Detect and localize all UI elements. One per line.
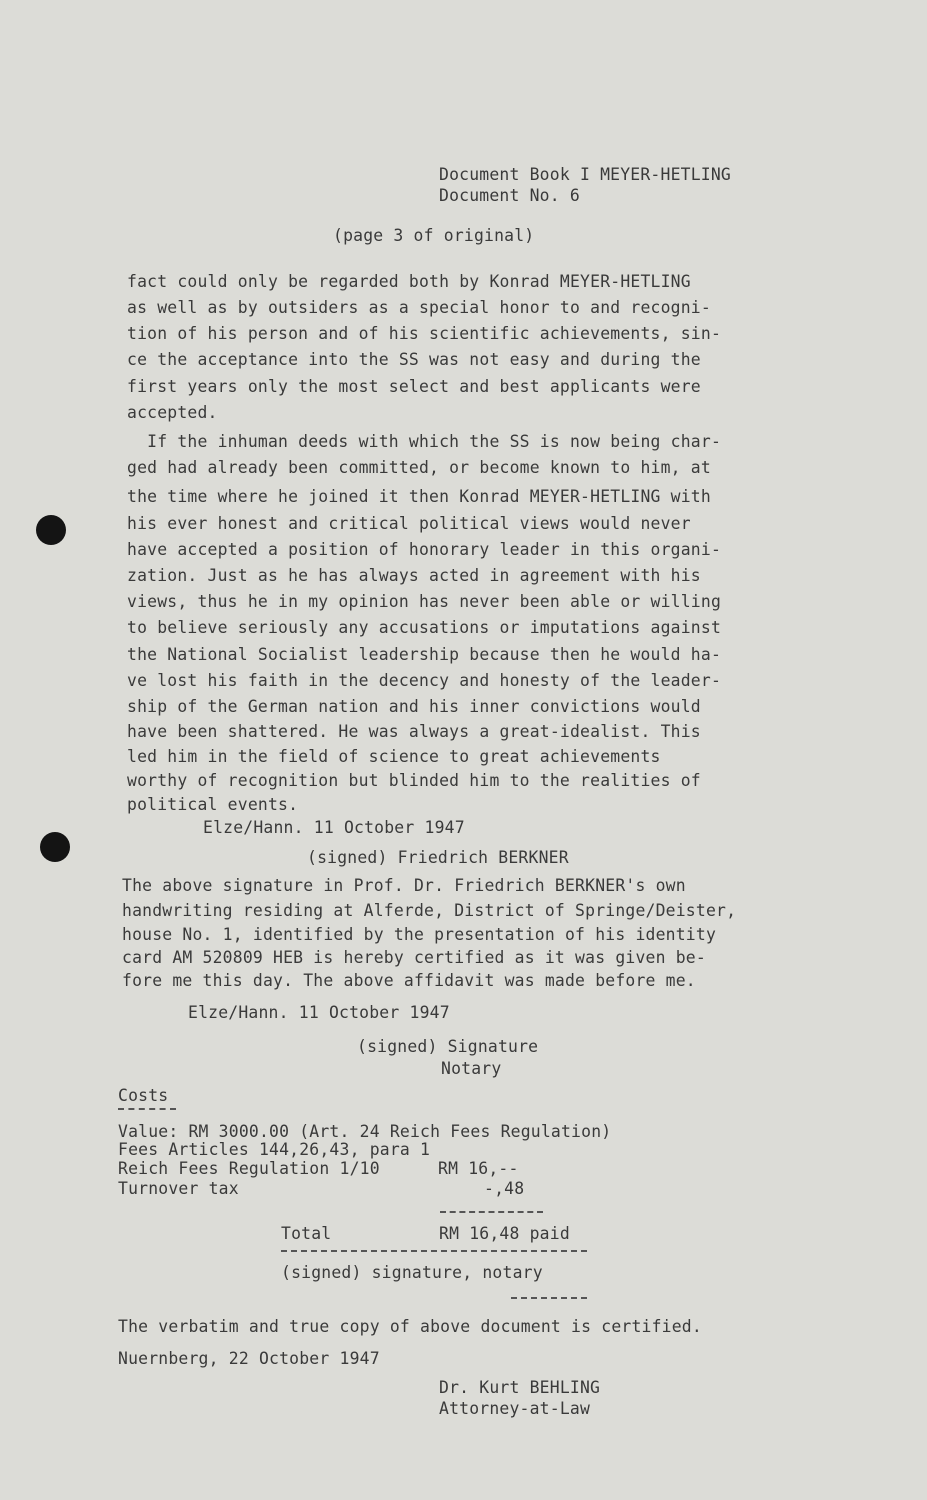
costs-underline [118,1108,176,1110]
costs-regulation-label: Reich Fees Regulation 1/10 [118,1159,380,1178]
notary-signature: (signed) Signature [357,1037,539,1056]
doc-number-line: Document No. 6 [439,186,580,205]
notary-place-date: Elze/Hann. 11 October 1947 [188,1003,450,1022]
costs-signature: (signed) signature, notary [281,1263,543,1282]
affidavit-place-date: Elze/Hann. 11 October 1947 [203,818,465,837]
text-line: ve lost his faith in the decency and honesty of the leader- [127,671,722,690]
binder-hole-top [36,515,66,545]
costs-tax-amount: -,48 [484,1179,525,1198]
text-line: to believe seriously any accusations or imputations against [127,618,722,637]
text-line: ce the acceptance into the SS was not easy and during the [127,350,701,369]
costs-regulation-amount: RM 16,-- [438,1159,519,1178]
doc-book-line: Document Book I MEYER-HETLING [439,165,731,184]
text-line: the National Socialist leadership because then he would ha- [127,645,722,664]
text-line: views, thus he in my opinion has never been able or willing [127,592,722,611]
short-rule [511,1297,587,1299]
text-line: as well as by outsiders as a special honor to and recogni- [127,298,711,317]
notary-title: Notary [441,1059,502,1078]
attorney-title: Attorney-at-Law [439,1399,591,1418]
text-line: house No. 1, identified by the presentation of his identity [122,925,717,944]
binder-hole-bottom [40,832,70,862]
closing-place-date: Nuernberg, 22 October 1947 [118,1349,380,1368]
text-line: tion of his person and of his scientific achievements, sin- [127,324,722,343]
attorney-name: Dr. Kurt BEHLING [439,1378,601,1397]
text-line: card AM 520809 HEB is hereby certified as it was given be- [122,948,706,967]
text-line: ged had already been committed, or become known to him, at [127,458,711,477]
text-line: fact could only be regarded both by Konrad MEYER-HETLING [127,272,691,291]
text-line: zation. Just as he has always acted in agreement with his [127,566,701,585]
text-line: have been shattered. He was always a great-idealist. This [127,722,701,741]
text-line: first years only the most select and best applicants were [127,377,701,396]
certified-statement: The verbatim and true copy of above document is certified. [118,1317,702,1336]
page-note: (page 3 of original) [333,226,535,245]
text-line: worthy of recognition but blinded him to the realities of [127,771,701,790]
text-line: led him in the field of science to great achievements [127,747,661,766]
costs-tax-label: Turnover tax [118,1179,239,1198]
text-line: the time where he joined it then Konrad MEYER-HETLING with [127,487,711,506]
costs-value-line: Value: RM 3000.00 (Art. 24 Reich Fees Regulation) [118,1122,612,1141]
text-line: ship of the German nation and his inner convictions would [127,697,701,716]
total-rule [281,1250,587,1252]
text-line: political events. [127,795,299,814]
text-line: accepted. [127,403,218,422]
subtotal-rule [440,1211,543,1213]
text-line: The above signature in Prof. Dr. Friedrich BERKNER's own [122,876,686,895]
text-line: handwriting residing at Alferde, District of Springe/Deister, [122,901,737,920]
costs-total-label: Total [281,1224,332,1243]
costs-fees-line: Fees Articles 144,26,43, para 1 [118,1140,431,1159]
costs-heading: Costs [118,1086,169,1105]
text-line: If the inhuman deeds with which the SS is now being char- [127,432,722,451]
text-line: his ever honest and critical political views would never [127,514,691,533]
text-line: have accepted a position of honorary leader in this organi- [127,540,722,559]
text-line: fore me this day. The above affidavit was made before me. [122,971,696,990]
affidavit-signature: (signed) Friedrich BERKNER [307,848,569,867]
costs-total-amount: RM 16,48 paid [439,1224,570,1243]
